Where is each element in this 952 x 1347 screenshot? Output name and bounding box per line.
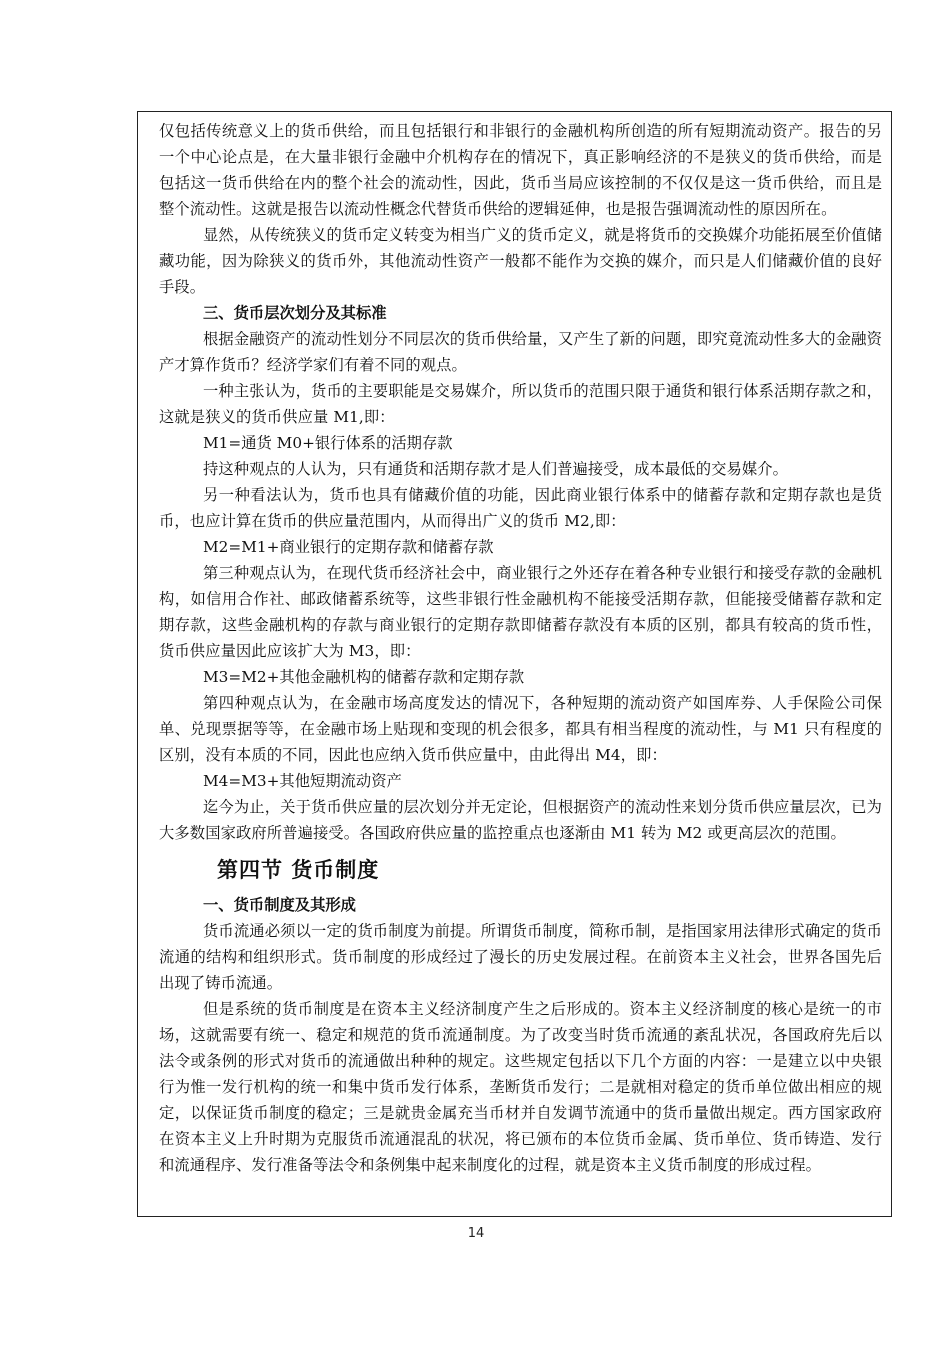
- paragraph-view-m3: 第三种观点认为，在现代货币经济社会中，商业银行之外还存在着各种专业银行和接受存款的金融机构，如信用合作社、邮政储蓄系统等，这些非银行性金融机构不能接受活期存款，但能接受储蓄存款和定期存款，这些金融机构的存款与商业银行的定期存款即储蓄存款没有本质的区别，都具有较高的货币性，货币供应量因此应该扩大为 M3，即：: [159, 564, 882, 660]
- formula-m2: M2=M1+商业银行的定期存款和储蓄存款: [203, 538, 494, 556]
- paragraph-view-m2: 另一种看法认为，货币也具有储藏价值的功能，因此商业银行体系中的储蓄存款和定期存款也是货币，也应计算在货币的供应量范围内，从而得出广义的货币 M2,即：: [159, 486, 882, 530]
- paragraph-money-levels-intro: 根据金融资产的流动性划分不同层次的货币供给量，又产生了新的问题，即究竟流动性多大的金融资产才算作货币？经济学家们有着不同的观点。: [159, 330, 882, 374]
- formula-m3: M3=M2+其他金融机构的储蓄存款和定期存款: [203, 668, 525, 686]
- formula-m4: M4=M3+其他短期流动资产: [203, 772, 402, 790]
- paragraph-broad-money-definition: 显然，从传统狭义的货币定义转变为相当广义的货币定义，就是将货币的交换媒介功能拓展至价值储藏功能，因为除狭义的货币外，其他流动性资产一般都不能作为交换的媒介，而只是人们储藏价值的良好手段。: [159, 226, 882, 296]
- page-number: 14: [467, 1226, 485, 1241]
- formula-m1: M1=通货 M0+银行体系的活期存款: [203, 434, 453, 452]
- paragraph-view-m4: 第四种观点认为，在金融市场高度发达的情况下，各种短期的流动资产如国库券、人手保险公司保单、兑现票据等等，在金融市场上贴现和变现的机会很多，都具有相当程度的流动性，与 M1 只有程度的区别，没有本质的不同，因此也应纳入货币供应量中，由此得出 M4，即：: [159, 694, 882, 764]
- paragraph-capitalist-monetary-system: 但是系统的货币制度是在资本主义经济制度产生之后形成的。资本主义经济制度的核心是统一的市场，这就需要有统一、稳定和规范的货币流通制度。为了改变当时货币流通的紊乱状况，各国政府先后以法令或条例的形式对货币的流通做出种种的规定。这些规定包括以下几个方面的内容：一是建立以中央银行为惟一发行机构的统一和集中货币发行体系，垄断货币发行；二是就相对稳定的货币单位做出相应的规定，以保证货币制度的稳定；三是就贵金属充当币材并自发调节流通中的货币量做出规定。西方国家政府在资本主义上升时期为克服货币流通混乱的状况，将已颁布的本位货币金属、货币单位、货币铸造、发行和流通程序、发行准备等法令和条例集中起来制度化的过程，就是资本主义货币制度的形成过程。: [159, 1000, 882, 1174]
- heading-money-levels: 三、货币层次划分及其标准: [203, 304, 387, 322]
- heading-monetary-system-formation: 一、货币制度及其形成: [203, 896, 356, 914]
- section-title-monetary-system: 第四节 货币制度: [217, 858, 380, 882]
- content-frame: [137, 111, 892, 1217]
- paragraph-liquidity-report: 仅包括传统意义上的货币供给，而且包括银行和非银行的金融机构所创造的所有短期流动资产。报告的另一个中心论点是，在大量非银行金融中介机构存在的情况下，真正影响经济的不是狭义的货币供给，而是包括这一货币供给在内的整个社会的流动性，因此，货币当局应该控制的不仅仅是这一货币供给，而且是整个流动性。这就是报告以流动性概念代替货币供给的逻辑延伸，也是报告强调流动性的原因所在。: [159, 122, 882, 218]
- paragraph-money-levels-conclusion: 迄今为止，关于货币供应量的层次划分并无定论，但根据资产的流动性来划分货币供应量层次，已为大多数国家政府所普遍接受。各国政府供应量的监控重点也逐渐由 M1 转为 M2 或更高层次的范围。: [159, 798, 882, 842]
- paragraph-monetary-system-definition: 货币流通必须以一定的货币制度为前提。所谓货币制度，简称币制，是指国家用法律形式确定的货币流通的结构和组织形式。货币制度的形成经过了漫长的历史发展过程。在前资本主义社会，世界各国先后出现了铸币流通。: [159, 922, 882, 992]
- paragraph-m1-supporters: 持这种观点的人认为，只有通货和活期存款才是人们普遍接受，成本最低的交易媒介。: [203, 460, 789, 478]
- paragraph-view-m1: 一种主张认为，货币的主要职能是交易媒介，所以货币的范围只限于通货和银行体系活期存款之和，这就是狭义的货币供应量 M1,即：: [159, 382, 882, 426]
